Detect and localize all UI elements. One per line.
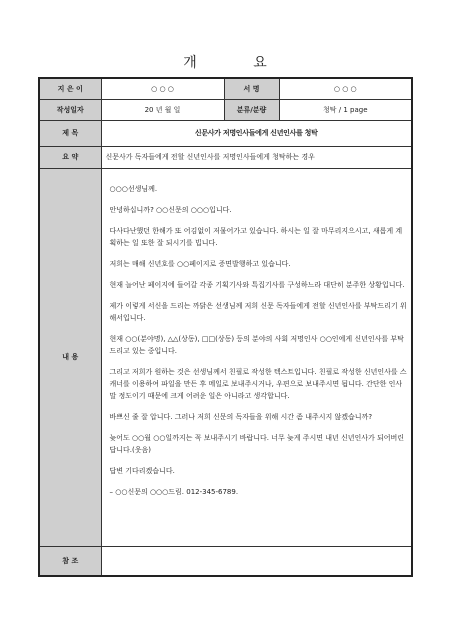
content-paragraph: 안녕하십니까? ○○신문의 ○○○입니다. [109,205,232,214]
summary-label: 요 약 [39,146,101,168]
category-label: 분류/분량 [224,99,279,120]
document-title: 개 요 [183,55,293,71]
reference-label: 참 조 [39,546,101,576]
content-paragraph: 다사다난했던 한해가 또 어김없이 저물어가고 있습니다. 하시는 일 잘 마무리지으시고, 새롭게 계획하는 일 또한 잘 되시기를 빕니다. [109,226,403,247]
content-paragraph: 답변 기다리겠습니다. [109,466,175,475]
author-label: 지 은 이 [39,78,101,99]
category-value: 청탁 / 1 page [279,99,412,120]
author-value: ○ ○ ○ [101,78,224,99]
content-paragraph: 현재 늘어난 페이지에 들어갈 각종 기획기사와 특집기사를 구성하느라 대단히 분주한 상황입니다. [109,280,405,289]
content-paragraph: 현재 ○○(분야명), △△(상동), □□(상동) 등의 분야의 사회 저명인사 ○○인에게 신년인사를 부탁드리고 있는 중입니다. [109,334,404,355]
content-paragraph: 늦어도 ○○월 ○○일까지는 꼭 보내주시기 바랍니다. 너무 늦게 주시면 내년 신년인사가 되어버린답니다.(웃음) [109,433,405,454]
content-label: 내 용 [39,168,101,546]
content-paragraph: – ○○신문의 ○○○드림. 012-345-6789. [109,487,239,496]
reference-value [101,546,412,576]
content-paragraph: ○○○선생님께. [109,184,158,193]
content-body [101,168,412,546]
subject-label: 제 목 [39,120,101,146]
signature-value: ○ ○ ○ [279,78,412,99]
summary-value: 신문사가 독자들에게 전할 신년인사를 저명인사들에게 청탁하는 경우 [101,146,412,168]
signature-label: 서 명 [224,78,279,99]
content-paragraph: 그리고 저희가 원하는 것은 선생님께서 친필로 작성한 텍스트입니다. 친필로 작성한 신년인사를 스캐너를 이용하여 파일을 만든 후 메일로 보내주시거나, 우편으로 보내주시면 됩니다. 간단한 인사말 정도이기 때문에 크게 어려운 일은 아니라고 생각합니다. [109,367,407,400]
subject-value: 신문사가 저명인사들에게 신년인사를 청탁 [101,120,412,146]
date-label: 작성일자 [39,99,101,120]
content-paragraph: 저희는 매해 신년호를 ○○페이지로 증면발행하고 있습니다. [109,259,291,268]
form-table [38,77,413,577]
content-paragraph: 제가 이렇게 서신을 드리는 까닭은 선생님께 저희 신문 독자들에게 전할 신년인사를 부탁드리기 위해서입니다. [109,301,407,322]
content-paragraph: 바쁘신 줄 잘 압니다. 그러나 저희 신문의 독자들을 위해 시간 좀 내주시지 않겠습니까? [109,412,373,421]
date-value: 20 년 월 일 [101,99,224,120]
